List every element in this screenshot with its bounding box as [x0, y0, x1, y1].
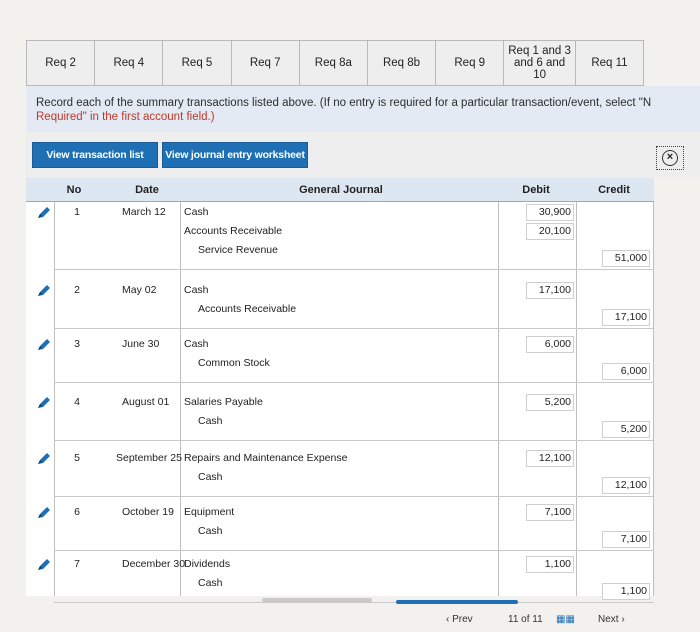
debit-amount: 5,200 [544, 396, 571, 408]
account-field[interactable]: Cash [198, 471, 223, 483]
entry-date: December 30 [122, 558, 186, 570]
prev-chevron-icon: ‹ [446, 614, 453, 625]
close-circle-icon: × [662, 150, 678, 166]
entry-separator [54, 269, 654, 270]
account-field[interactable]: Repairs and Maintenance Expense [184, 452, 348, 464]
account-field[interactable]: Cash [198, 525, 223, 537]
entry-number: 5 [74, 452, 80, 464]
edit-pencil-icon[interactable] [36, 338, 52, 352]
col-divider [576, 202, 577, 596]
tab-req-8a[interactable]: Req 8a [299, 40, 367, 86]
edit-pencil-icon[interactable] [36, 284, 52, 298]
header-debit: Debit [522, 184, 550, 196]
entry-separator [54, 496, 654, 497]
entry-separator [54, 440, 654, 441]
general-journal-table [26, 178, 654, 596]
col-divider [54, 202, 55, 596]
edit-pencil-icon[interactable] [36, 206, 52, 220]
credit-amount: 51,000 [614, 252, 647, 264]
edit-pencil-icon[interactable] [36, 452, 52, 466]
entry-date: August 01 [122, 396, 170, 408]
debit-amount: 6,000 [544, 338, 571, 350]
entry-number: 2 [74, 284, 80, 296]
account-field[interactable]: Equipment [184, 506, 235, 518]
tab-req-11[interactable]: Req 11 [575, 40, 644, 86]
account-field[interactable]: Cash [184, 206, 209, 218]
entry-number: 4 [74, 396, 80, 408]
horizontal-scrollbar[interactable] [262, 598, 372, 602]
entry-number: 3 [74, 338, 80, 350]
edit-pencil-icon[interactable] [36, 396, 52, 410]
account-field[interactable]: Dividends [184, 558, 231, 570]
tab-req-4[interactable]: Req 4 [94, 40, 162, 86]
account-field[interactable]: Common Stock [198, 357, 270, 369]
account-field[interactable]: Salaries Payable [184, 396, 263, 408]
credit-amount: 17,100 [614, 311, 647, 323]
instruction-line-2: Required" in the first account field.) [36, 111, 215, 123]
entry-number: 1 [74, 206, 80, 218]
entry-separator [54, 550, 654, 551]
debit-amount: 7,100 [544, 506, 571, 518]
account-field[interactable]: Cash [198, 577, 223, 589]
entry-date: May 02 [122, 284, 157, 296]
instructions [36, 96, 700, 124]
view-journal-entry-worksheet-button[interactable]: View journal entry worksheet [162, 142, 308, 168]
credit-amount: 7,100 [620, 533, 647, 545]
close-button[interactable] [656, 146, 684, 170]
grid-icon[interactable]: ▦▦ [556, 614, 575, 625]
entry-separator [54, 602, 654, 603]
next-chevron-icon: › [618, 614, 625, 625]
header-credit: Credit [598, 184, 630, 196]
page-number-total: 11 [532, 614, 543, 625]
col-divider [498, 202, 499, 596]
credit-amount: 6,000 [620, 365, 647, 377]
col-divider [653, 202, 654, 596]
account-field[interactable]: Accounts Receivable [184, 225, 283, 237]
entry-date: March 12 [122, 206, 166, 218]
debit-amount: 12,100 [538, 452, 571, 464]
tab-req-7[interactable]: Req 7 [231, 40, 299, 86]
debit-amount: 17,100 [538, 284, 571, 296]
account-field[interactable]: Cash [184, 338, 209, 350]
entry-date: October 19 [122, 506, 174, 518]
page-number-current: 11 [508, 614, 519, 625]
next-button[interactable] [598, 614, 625, 628]
header-general-journal: General Journal [299, 184, 383, 196]
account-field[interactable]: Accounts Receivable [198, 303, 297, 315]
debit-amount: 30,900 [538, 206, 571, 218]
table-header [26, 178, 654, 202]
edit-pencil-icon[interactable] [36, 558, 52, 572]
debit-amount: 1,100 [544, 558, 571, 570]
entry-separator [54, 382, 654, 383]
debit-amount: 20,100 [538, 225, 571, 237]
tab-req-5[interactable]: Req 5 [162, 40, 230, 86]
credit-amount: 1,100 [620, 585, 647, 597]
edit-pencil-icon[interactable] [36, 506, 52, 520]
tab-req-8b[interactable]: Req 8b [367, 40, 435, 86]
entry-number: 6 [74, 506, 80, 518]
instruction-line-1: Record each of the summary transactions listed above. (If no entry is required for a particular transaction/event, select "N [36, 97, 652, 109]
entry-number: 7 [74, 558, 80, 570]
tab-req-2[interactable]: Req 2 [26, 40, 94, 86]
header-date: Date [135, 184, 159, 196]
credit-amount: 5,200 [620, 423, 647, 435]
entry-date: June 30 [122, 338, 160, 350]
entry-date: September 25 [116, 452, 182, 464]
requirement-tabs [26, 40, 644, 86]
entry-separator [54, 328, 654, 329]
header-no: No [66, 184, 82, 196]
prev-label: Prev [452, 614, 473, 625]
account-field[interactable]: Service Revenue [198, 244, 278, 256]
view-transaction-list-button[interactable]: View transaction list [32, 142, 158, 168]
progress-bar [396, 600, 518, 604]
account-field[interactable]: Cash [184, 284, 209, 296]
prev-button[interactable] [446, 614, 473, 628]
credit-amount: 12,100 [614, 479, 647, 491]
tab-req-9[interactable]: Req 9 [435, 40, 503, 86]
account-field[interactable]: Cash [198, 415, 223, 427]
tab-req-1-3-6-10[interactable]: Req 1 and 3 and 6 and 10 [503, 40, 575, 86]
page-indicator: 11 of 11 [508, 614, 543, 625]
next-label: Next [598, 614, 619, 625]
